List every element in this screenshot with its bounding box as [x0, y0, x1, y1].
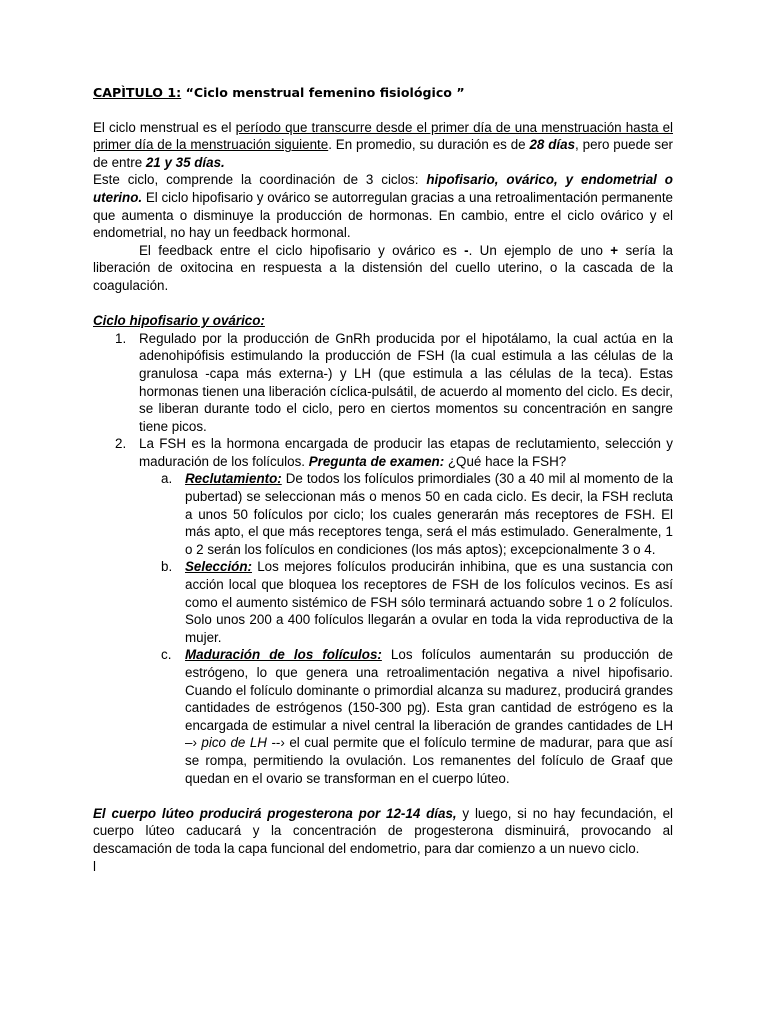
- paragraph-corpus-luteum: [93, 805, 673, 858]
- list-item: [93, 435, 673, 787]
- sub-item-text: Los mejores folículos producirán inhibina, que es una sustancia con acción local que bloquea los receptores de FSH de los folículos vecinos. Es así como el aumento sistémico de FSH sólo terminará actuando sobre 1 o 2 folículos. Solo unos 200 a 400 folículos llegarán a ovular en toda la vida reproductiva de la mujer.: [185, 559, 673, 645]
- text-run: . Un ejemplo de uno: [468, 242, 611, 258]
- text-run: , pero puede ser de entre: [93, 137, 673, 170]
- sub-item-text: Los folículos aumentarán su producción de estrógeno, lo que genera una retroalimentación negativa a nivel hipofisario. Cuando el folículo dominante o primordial alcanza su madurez, producirá grandes cantidades de estrógenos (150-300 pg). Esta gran cantidad de estrógeno es la encargada de estimular a nivel central la liberación de grandes cantidades de LH –›: [185, 647, 674, 751]
- text-run: . En promedio, su duración es de: [328, 137, 530, 153]
- text-run: y luego, si no hay fecundación, el cuerpo lúteo caducará y la concentración de progesterona disminuirá, provocando al descamación de toda la capa funcional del endometrio, para dar comienzo a un nuevo ciclo.: [93, 805, 673, 856]
- sub-item-title: Reclutamiento:: [185, 471, 282, 487]
- sub-item-title: Selección:: [185, 559, 252, 575]
- sub-list-item: [139, 470, 673, 558]
- paragraph-feedback: [93, 242, 673, 295]
- sub-item-title: Maduración de los folículos:: [185, 647, 382, 663]
- text-run: El ciclo hipofisario y ovárico se autorregulan gracias a una retroalimentación permanente que aumenta o disminuye la producción de hormonas. En cambio, entre el ciclo ovárico y el endometrial, no hay un feedback hormonal.: [93, 189, 673, 241]
- numbered-list: [93, 330, 673, 787]
- text-run: El ciclo menstrual es el: [93, 119, 236, 135]
- list-marker: 1.: [115, 330, 127, 346]
- sub-list-marker: b.: [161, 559, 173, 575]
- list-item-text: ¿Qué hace la FSH?: [444, 453, 567, 469]
- text-run: sería la liberación de oxitocina en respuesta a la distensión del cuello uterino, o la cascada de la coagulación.: [93, 242, 673, 293]
- sub-list: [139, 470, 673, 787]
- bold-corpus-luteum: El cuerpo lúteo producirá progesterona por 12-14 días,: [93, 805, 457, 821]
- sub-item-text: --› el cual permite que el folículo termine de madurar, para que así se rompa, permitiendo la ovulación. Los remanentes del folículo de Graaf que quedan en el ovario se transforman en el cuerpo lúteo.: [185, 735, 673, 786]
- sub-list-marker: a.: [161, 471, 173, 487]
- text-run: El feedback entre el ciclo hipofisario y ovárico es: [139, 242, 465, 258]
- chapter-title: “Ciclo menstrual femenino fisiológico ”: [181, 85, 465, 100]
- section-title: Ciclo hipofisario y ovárico:: [93, 313, 265, 329]
- minus-sign: -: [464, 242, 469, 258]
- bold-duration: 28 días: [529, 137, 576, 153]
- list-item-text: La FSH es la hormona encargada de producir las etapas de reclutamiento, selección y maduración de los folículos.: [139, 436, 673, 469]
- paragraph-cycles: [93, 171, 673, 241]
- paragraph-definition: [93, 119, 673, 172]
- chapter-number: CAPÌTULO 1:: [93, 85, 182, 100]
- sub-item-text: De todos los folículos primordiales (30 a 40 mil al momento de la pubertad) se seleccionan más o menos 50 en cada ciclo. Es decir, la FSH recluta a unos 50 folículos por ciclo; los cuales generarán más receptores de FSH. El más apto, el que más receptores tenga, será el más estimulado. Generalmente, 1 o 2 serán los folículos en condiciones (los más aptos); excepcionalmente 3 o 4.: [185, 471, 673, 557]
- chapter-heading: [93, 84, 673, 102]
- underlined-definition: período que transcurre desde el primer día de una menstruación hasta el primer día de la menstruación siguiente: [93, 119, 673, 153]
- sub-list-item: [139, 558, 673, 646]
- text-run: Este ciclo, comprende la coordinación de 3 ciclos:: [93, 172, 427, 188]
- list-item: [93, 330, 673, 436]
- list-marker: 2.: [115, 436, 127, 452]
- italic-term: pico de LH: [201, 735, 267, 751]
- list-item-text: Regulado por la producción de GnRh producida por el hipotálamo, la cual actúa en la adenohipófisis estimulando la producción de FSH (la cual estimula a las células de la granulosa -capa más externa-) y LH (que estimula a las células de la teca). Estas hormonas tienen una liberación cíclica-pulsátil, de acuerdo al momento del ciclo. Es decir, se liberan durante todo el ciclo, pero en ciertos momentos su concentración en sangre tiene picos.: [139, 330, 673, 434]
- trailing-text: l: [93, 858, 96, 874]
- sub-list-marker: c.: [161, 647, 172, 663]
- sub-list-item: [139, 646, 673, 787]
- plus-sign: +: [610, 242, 619, 258]
- exam-question-label: Pregunta de examen:: [308, 453, 445, 469]
- bold-cycle-names: hipofisario, ovárico, y endometrial o uterino.: [93, 172, 673, 205]
- document-page: [93, 84, 673, 875]
- bold-range: 21 y 35 días.: [145, 154, 225, 170]
